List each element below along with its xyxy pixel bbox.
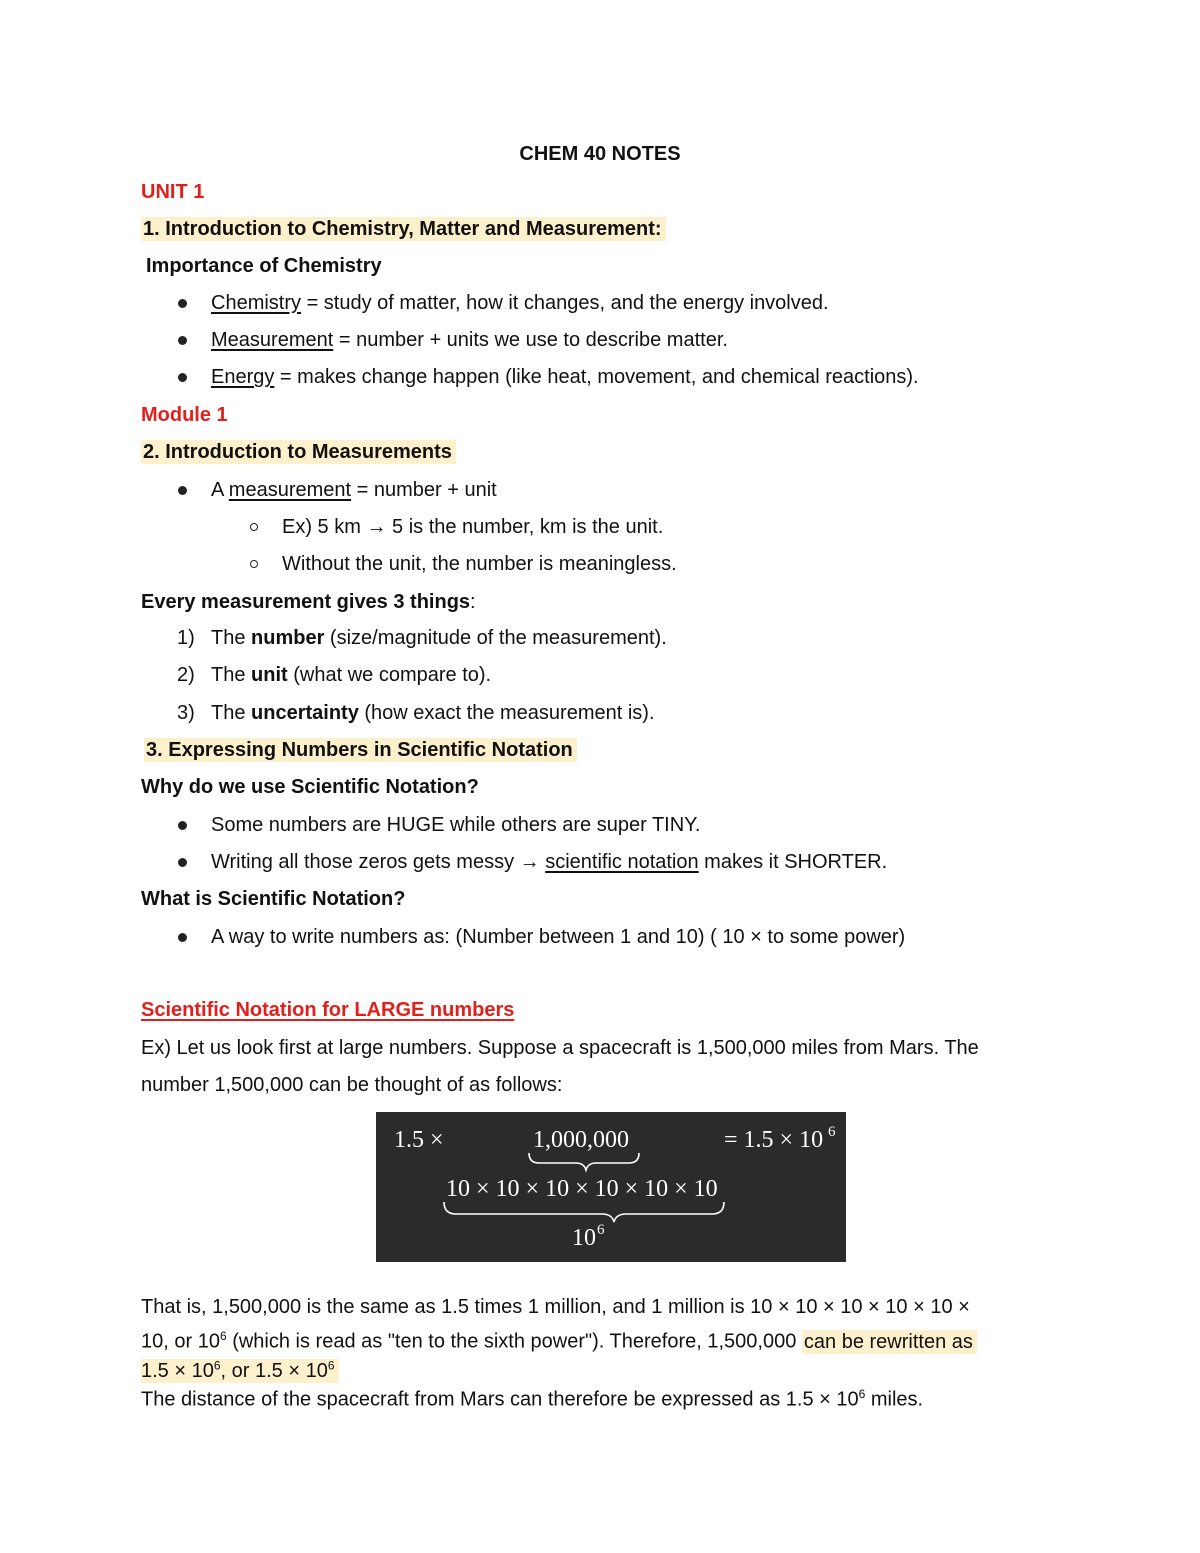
list-number: 1)	[177, 627, 195, 649]
section-3-heading: 3. Expressing Numbers in Scientific Notation	[144, 738, 577, 762]
bullet-icon	[178, 336, 187, 345]
circle-bullet-icon	[250, 523, 258, 531]
numbered-item: The uncertainty (how exact the measurement is).	[211, 702, 655, 724]
math-tens: 10 × 10 × 10 × 10 × 10 × 10	[446, 1176, 718, 1202]
section-1-subheading: Importance of Chemistry	[146, 255, 382, 277]
math-left: 1.5 ×	[394, 1127, 444, 1153]
bullet-icon	[178, 933, 187, 942]
math-million: 1,000,000	[533, 1127, 629, 1153]
numbered-item: The number (size/magnitude of the measurement).	[211, 627, 667, 649]
paragraph-line: Ex) Let us look first at large numbers. Suppose a spacecraft is 1,500,000 miles from Mars. The	[141, 1037, 979, 1059]
list-item: Chemistry = study of matter, how it changes, and the energy involved.	[211, 292, 829, 314]
math-bottom-exponent: 6	[597, 1222, 605, 1238]
sub-list-item: Ex) 5 km → 5 is the number, km is the unit.	[282, 516, 664, 538]
bullet-icon	[178, 299, 187, 308]
paragraph-line: number 1,500,000 can be thought of as follows:	[141, 1074, 563, 1096]
unit-label: UNIT 1	[141, 181, 205, 203]
math-result: = 1.5 × 10	[724, 1127, 824, 1153]
numbered-item: The unit (what we compare to).	[211, 664, 492, 686]
list-item: Measurement = number + units we use to describe matter.	[211, 329, 728, 351]
what-heading: What is Scientific Notation?	[141, 888, 406, 910]
measurement-things-heading: Every measurement gives 3 things:	[141, 591, 476, 613]
module-label: Module 1	[141, 404, 228, 426]
list-number: 2)	[177, 664, 195, 686]
page-title: CHEM 40 NOTES	[519, 143, 681, 165]
circle-bullet-icon	[250, 560, 258, 568]
bullet-icon	[178, 373, 187, 382]
paragraph-line: That is, 1,500,000 is the same as 1.5 times 1 million, and 1 million is 10 × 10 × 10 × 10 × 10 ×	[141, 1296, 970, 1318]
why-heading: Why do we use Scientific Notation?	[141, 776, 479, 798]
math-result-exponent: 6	[828, 1124, 836, 1140]
bullet-icon	[178, 821, 187, 830]
sub-list-item: Without the unit, the number is meaningless.	[282, 553, 677, 575]
bullet-icon	[178, 858, 187, 867]
small-brace	[529, 1153, 639, 1170]
list-item: Some numbers are HUGE while others are super TINY.	[211, 814, 701, 836]
large-brace	[444, 1202, 724, 1222]
section-1-heading: 1. Introduction to Chemistry, Matter and Measurement:	[141, 217, 666, 241]
list-item: Writing all those zeros gets messy → scientific notation makes it SHORTER.	[211, 851, 888, 873]
section-2-heading: 2. Introduction to Measurements	[141, 440, 456, 464]
paragraph-line: $1.5 \times 10^6$, or $1.5 \times 10^6$	[141, 1353, 339, 1383]
bullet-icon	[178, 486, 187, 495]
list-item: A measurement = number + unit	[211, 479, 497, 501]
paragraph-line: 10, or $10^6$ (which is read as "ten to the sixth power"). Therefore, 1,500,000 can be rewritten as	[141, 1324, 977, 1354]
scientific-notation-diagram	[376, 1112, 846, 1262]
math-bottom-base: 10	[572, 1225, 596, 1251]
list-number: 3)	[177, 702, 195, 724]
list-item: Energy = makes change happen (like heat, movement, and chemical reactions).	[211, 366, 919, 388]
paragraph-line: The distance of the spacecraft from Mars can therefore be expressed as $1.5 \times 10^6$ miles.	[141, 1387, 924, 1411]
list-item: A way to write numbers as: (Number between 1 and 10) ( 10 × to some power)	[211, 926, 906, 948]
large-numbers-heading: Scientific Notation for LARGE numbers	[141, 999, 515, 1021]
